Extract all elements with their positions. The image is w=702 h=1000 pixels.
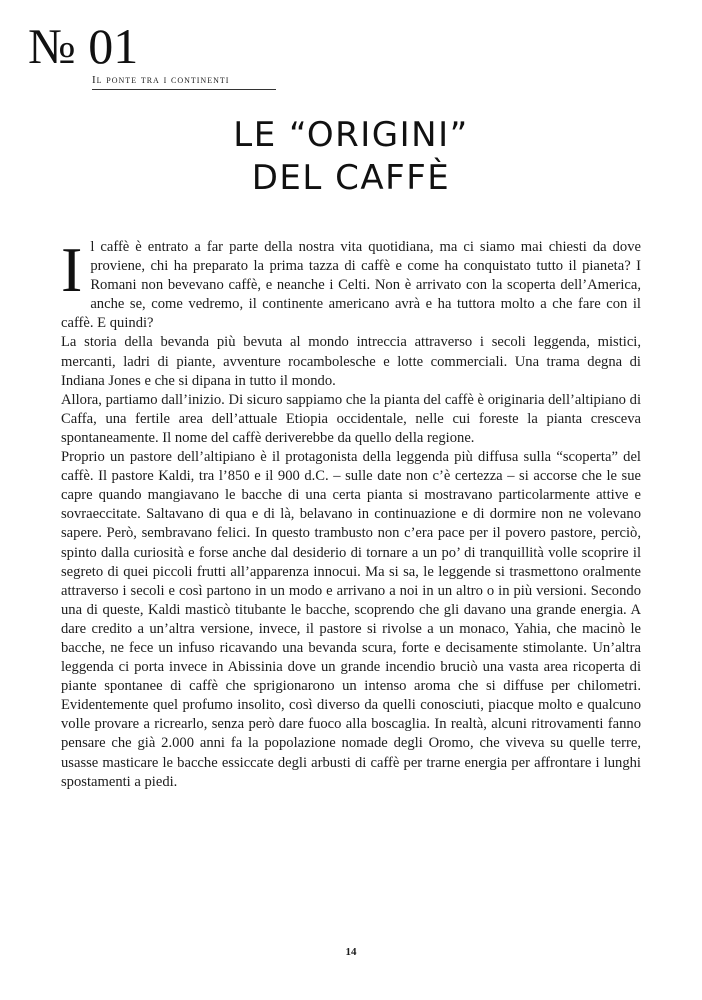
paragraph-2: La storia della bevanda più bevuta al mondo intreccia attraverso i secoli leggenda, mistici, mercanti, ladri di piante, avventure rocambolesche e lotte commerciali. Una trama degna di Indiana Jones e che si dipana in tutto il mondo. bbox=[61, 334, 641, 389]
chapter-subtitle: Il ponte tra i continenti bbox=[92, 74, 276, 90]
title-line-2: DEL CAFFÈ bbox=[251, 158, 451, 198]
paragraph-4: Proprio un pastore dell’altipiano è il protagonista della leggenda più diffusa sulla “scoperta” del caffè. Il pastore Kaldi, tra l’850 e il 900 d.C. – sulle date non c’è certezza – si accorse che le sue capre quando mangiavano le bacche di una certa pianta si mostravano particolarmente attive e sovraeccitate. Saltavano di qua e di là, belavano in continuazione e di dormire non ne volevano sapere. Però, sembravano felici. In questo trambusto non c’era pace per il povero pastore, perciò, spinto dalla curiosità e forse anche dal desiderio di tornare a un po’ di tranquillità volle scoprire il segreto di quei piccoli frutti all’apparenza innocui. Ma si sa, le leggende si trasmettono oralmente attraverso i secoli e così partono in un modo e arrivano a noi in un altro o in più versioni. Secondo una di queste, Kaldi masticò titubante le bacche, scoprendo che gli davano una grande energia. A dare credito a un’altra versione, invece, il pastore si rivolse a un monaco, Yahia, che macinò le bacche, ne fece un infuso ricavando una bevanda scura, forte e decisamente stimolante. Un’altra leggenda ci porta invece in Abissinia dove un grande incendio bruciò una vasta area ricoperta di piante spontanee di caffè che sprigionarono un intenso aroma che si diffuse per chilometri. Evidentemente quel profumo insolito, così diverso da quelli conosciuti, piacque molto e qualcuno volle provare a ricrearlo, senza però dare fuoco alla boscaglia. In realtà, alcuni ritrovamenti fanno pensare che già 2.000 anni fa la popolazione nomade degli Oromo, che viveva su quelle terre, usasse masticare le bacche essiccate degli arbusti di caffè per trarne energia per affrontare i lunghi spostamenti a piedi. bbox=[61, 449, 641, 790]
drop-cap: I bbox=[61, 234, 83, 305]
page-title bbox=[0, 114, 702, 200]
body-text bbox=[61, 234, 641, 792]
title-line-1: LE “ORIGINI” bbox=[233, 115, 469, 155]
paragraph-3: Allora, partiamo dall’inizio. Di sicuro sappiamo che la pianta del caffè è originaria dell’altipiano di Caffa, una fertile area dell’attuale Etiopia occidentale, nelle cui foreste la pianta cresceva spontaneamente. Il nome del caffè deriverebbe da quello della regione. bbox=[61, 391, 641, 446]
chapter-number: № 01 bbox=[28, 18, 139, 74]
paragraph-1-text: l caffè è entrato a far parte della nostra vita quotidiana, ma ci siamo mai chiesti da dove proviene, chi ha preparato la prima tazza di caffè e come ha conquistato tutto il pianeta? I Romani non bevevano caffè, e neanche i Celti. Non è arrivato con la scoperta dell’America, anche se, come vedremo, il continente americano avrà e ha tuttora molto a che fare con il caffè. E quindi? bbox=[61, 239, 641, 332]
page-number: 14 bbox=[345, 946, 357, 958]
paragraph-1 bbox=[61, 234, 641, 333]
